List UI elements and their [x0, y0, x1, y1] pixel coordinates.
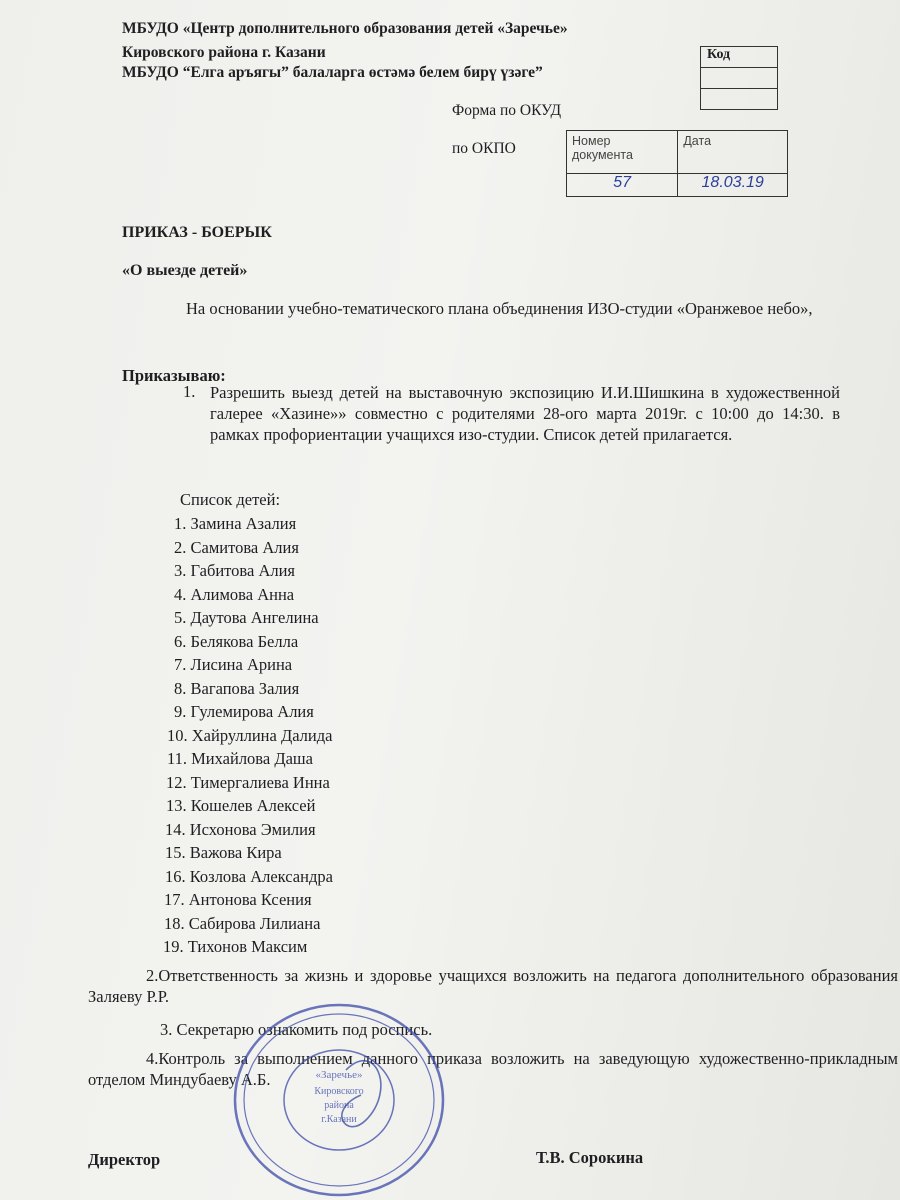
- document-subject: «О выезде детей»: [122, 262, 248, 279]
- item-1-number: 1.: [183, 382, 196, 401]
- document-title: ПРИКАЗ - БОЕРЫК: [122, 224, 272, 241]
- order-word: Приказываю:: [122, 366, 226, 385]
- children-list-header: Список детей:: [180, 490, 281, 509]
- org-name-line-1: МБУДО «Центр дополнительного образования детей «Заречье»: [122, 20, 568, 37]
- item-2-text: 2.Ответственность за жизнь и здоровье учащихся возложить на педагога дополнительного образования Заляеву Р.Р.: [88, 966, 898, 1006]
- child-list-item: 1. Замина Азалия: [174, 514, 297, 533]
- child-list-item: 15. Важова Кира: [165, 843, 282, 862]
- number-header: Номер документа: [567, 131, 678, 174]
- date-header: Дата: [678, 131, 788, 174]
- child-list-item: 6. Белякова Белла: [174, 631, 299, 651]
- stamp-center-line-3: района: [324, 1100, 354, 1111]
- child-list-item: 5. Даутова Ангелина: [174, 608, 319, 627]
- org-name-line-3: МБУДО “Елга аръягы” балаларга өстәмә белем бирү үзәге”: [122, 64, 543, 81]
- signature-name: Т.В. Сорокина: [536, 1148, 644, 1167]
- okpo-label: по ОКПО: [452, 140, 516, 157]
- child-list-item: 4. Алимова Анна: [174, 584, 295, 604]
- code-table: [700, 46, 778, 110]
- child-list-item: 11. Михайлова Даша: [167, 749, 313, 768]
- child-list-item: 19. Тихонов Максим: [163, 937, 308, 956]
- item-4-text: 4.Контроль за выполнением данного приказа возложить на заведующую художественно-прикладным отделом Миндубаеву А.Б.: [88, 1049, 898, 1089]
- code-cell-okud: [701, 68, 778, 89]
- basis-paragraph: На основании учебно-тематического плана объединения ИЗО-студии «Оранжевое небо»,: [186, 299, 813, 318]
- stamp-center-line-2: Кировского: [314, 1086, 364, 1097]
- child-list-item: 12. Тимергалиева Инна: [166, 772, 330, 792]
- child-list-item: 17. Антонова Ксения: [164, 890, 312, 909]
- child-list-item: 7. Лисина Арина: [174, 655, 293, 674]
- stamp-center-line-1: «Заречье»: [315, 1069, 363, 1081]
- stamp-center-line-4: г.Казани: [321, 1114, 357, 1125]
- child-list-item: 2. Самитова Алия: [174, 537, 299, 557]
- child-list-item: 8. Вагапова Залия: [174, 678, 300, 698]
- signature-position: Директор: [88, 1150, 161, 1169]
- document-number: 57: [567, 174, 678, 197]
- child-list-item: 16. Козлова Александра: [165, 866, 333, 886]
- child-list-item: 10. Хайруллина Далида: [167, 725, 333, 745]
- child-list-item: 13. Кошелев Алексей: [166, 796, 316, 815]
- document-date: 18.03.19: [678, 174, 788, 197]
- document-number-table: [566, 130, 788, 197]
- item-1-text: Разрешить выезд детей на выставочную экспозицию И.И.Шишкина в художественной галерее «Хазине»» совместно с родителями 28-ого марта 2019г. с 10:00 до 14:30. в рамках профориентации учащихся изо-студии. Список детей прилагается.: [210, 383, 840, 444]
- code-cell-okpo: [701, 89, 778, 110]
- official-round-stamp: [226, 1000, 452, 1200]
- org-name-line-2: Кировского района г. Казани: [122, 44, 326, 61]
- child-list-item: 18. Сабирова Лилиана: [164, 913, 321, 933]
- item-3-text: 3. Секретарю ознакомить под роспись.: [160, 1020, 433, 1039]
- child-list-item: 14. Исхонова Эмилия: [165, 819, 316, 839]
- child-list-item: 9. Гулемирова Алия: [174, 702, 314, 721]
- code-header: Код: [701, 47, 778, 68]
- okud-label: Форма по ОКУД: [452, 102, 562, 119]
- child-list-item: 3. Габитова Алия: [174, 561, 296, 580]
